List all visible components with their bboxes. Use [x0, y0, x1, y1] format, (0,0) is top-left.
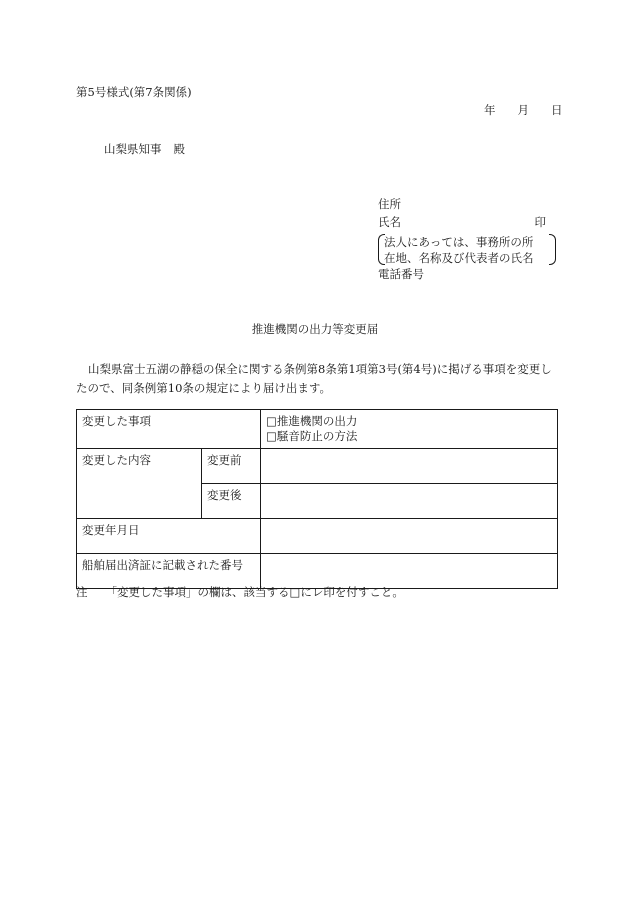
footnote: [76, 586, 404, 600]
address-row: [378, 198, 550, 216]
certificate-number-field[interactable]: [261, 554, 558, 589]
table-row: [77, 410, 558, 449]
change-date-field[interactable]: [261, 519, 558, 554]
addressee-name: 山梨県知事: [104, 142, 162, 156]
footnote-label: 注: [76, 585, 88, 599]
footnote-text: 「変更した事項」の欄は、該当する□にレ印を付すこと。: [105, 585, 404, 599]
option-noise-prevention[interactable]: □騒音防止の方法: [266, 429, 358, 443]
body-paragraph: [76, 360, 560, 398]
change-date-label: 変更年月日: [77, 519, 261, 554]
date-line: [462, 104, 563, 118]
date-day: 日: [551, 103, 563, 117]
corporate-note-line-2: 在地、名称及び代表者の氏名: [384, 251, 534, 265]
address-label: 住所: [378, 197, 401, 211]
addressee-suffix: 殿: [173, 142, 185, 156]
date-year: 年: [484, 103, 496, 117]
addressee: [104, 143, 185, 157]
document-title: 推進機関の出力等変更届: [251, 322, 379, 336]
change-form-table: [76, 409, 558, 589]
corporate-note-line-1: 法人にあっては、事務所の所: [384, 235, 534, 249]
after-value-field[interactable]: [261, 484, 558, 519]
applicant-block: [378, 198, 550, 286]
date-month: 月: [517, 103, 529, 117]
phone-label: 電話番号: [378, 267, 424, 281]
changed-content-label: 変更した内容: [77, 449, 202, 519]
changed-item-options[interactable]: [261, 410, 558, 449]
name-row: [378, 216, 550, 234]
changed-item-label: 変更した事項: [77, 410, 261, 449]
table-row: [77, 554, 558, 589]
phone-row: [378, 268, 550, 286]
certificate-number-label: 船舶届出済証に記載された番号: [77, 554, 261, 589]
name-label: 氏名: [378, 215, 401, 229]
option-output[interactable]: □推進機関の出力: [266, 414, 358, 428]
before-label: 変更前: [202, 449, 261, 484]
after-label: 変更後: [202, 484, 261, 519]
form-number: 第5号様式(第7条関係): [76, 85, 192, 99]
seal-label: 印: [534, 215, 546, 229]
table-row: [77, 519, 558, 554]
body-paragraph-text: 山梨県富士五湖の静穏の保全に関する条例第8条第1項第3号(第4号)に掲げる事項を変更したので、同条例第10条の規定により届け出ます。: [76, 362, 552, 395]
corporate-note: [378, 234, 550, 266]
before-value-field[interactable]: [261, 449, 558, 484]
table-row: [77, 449, 558, 484]
